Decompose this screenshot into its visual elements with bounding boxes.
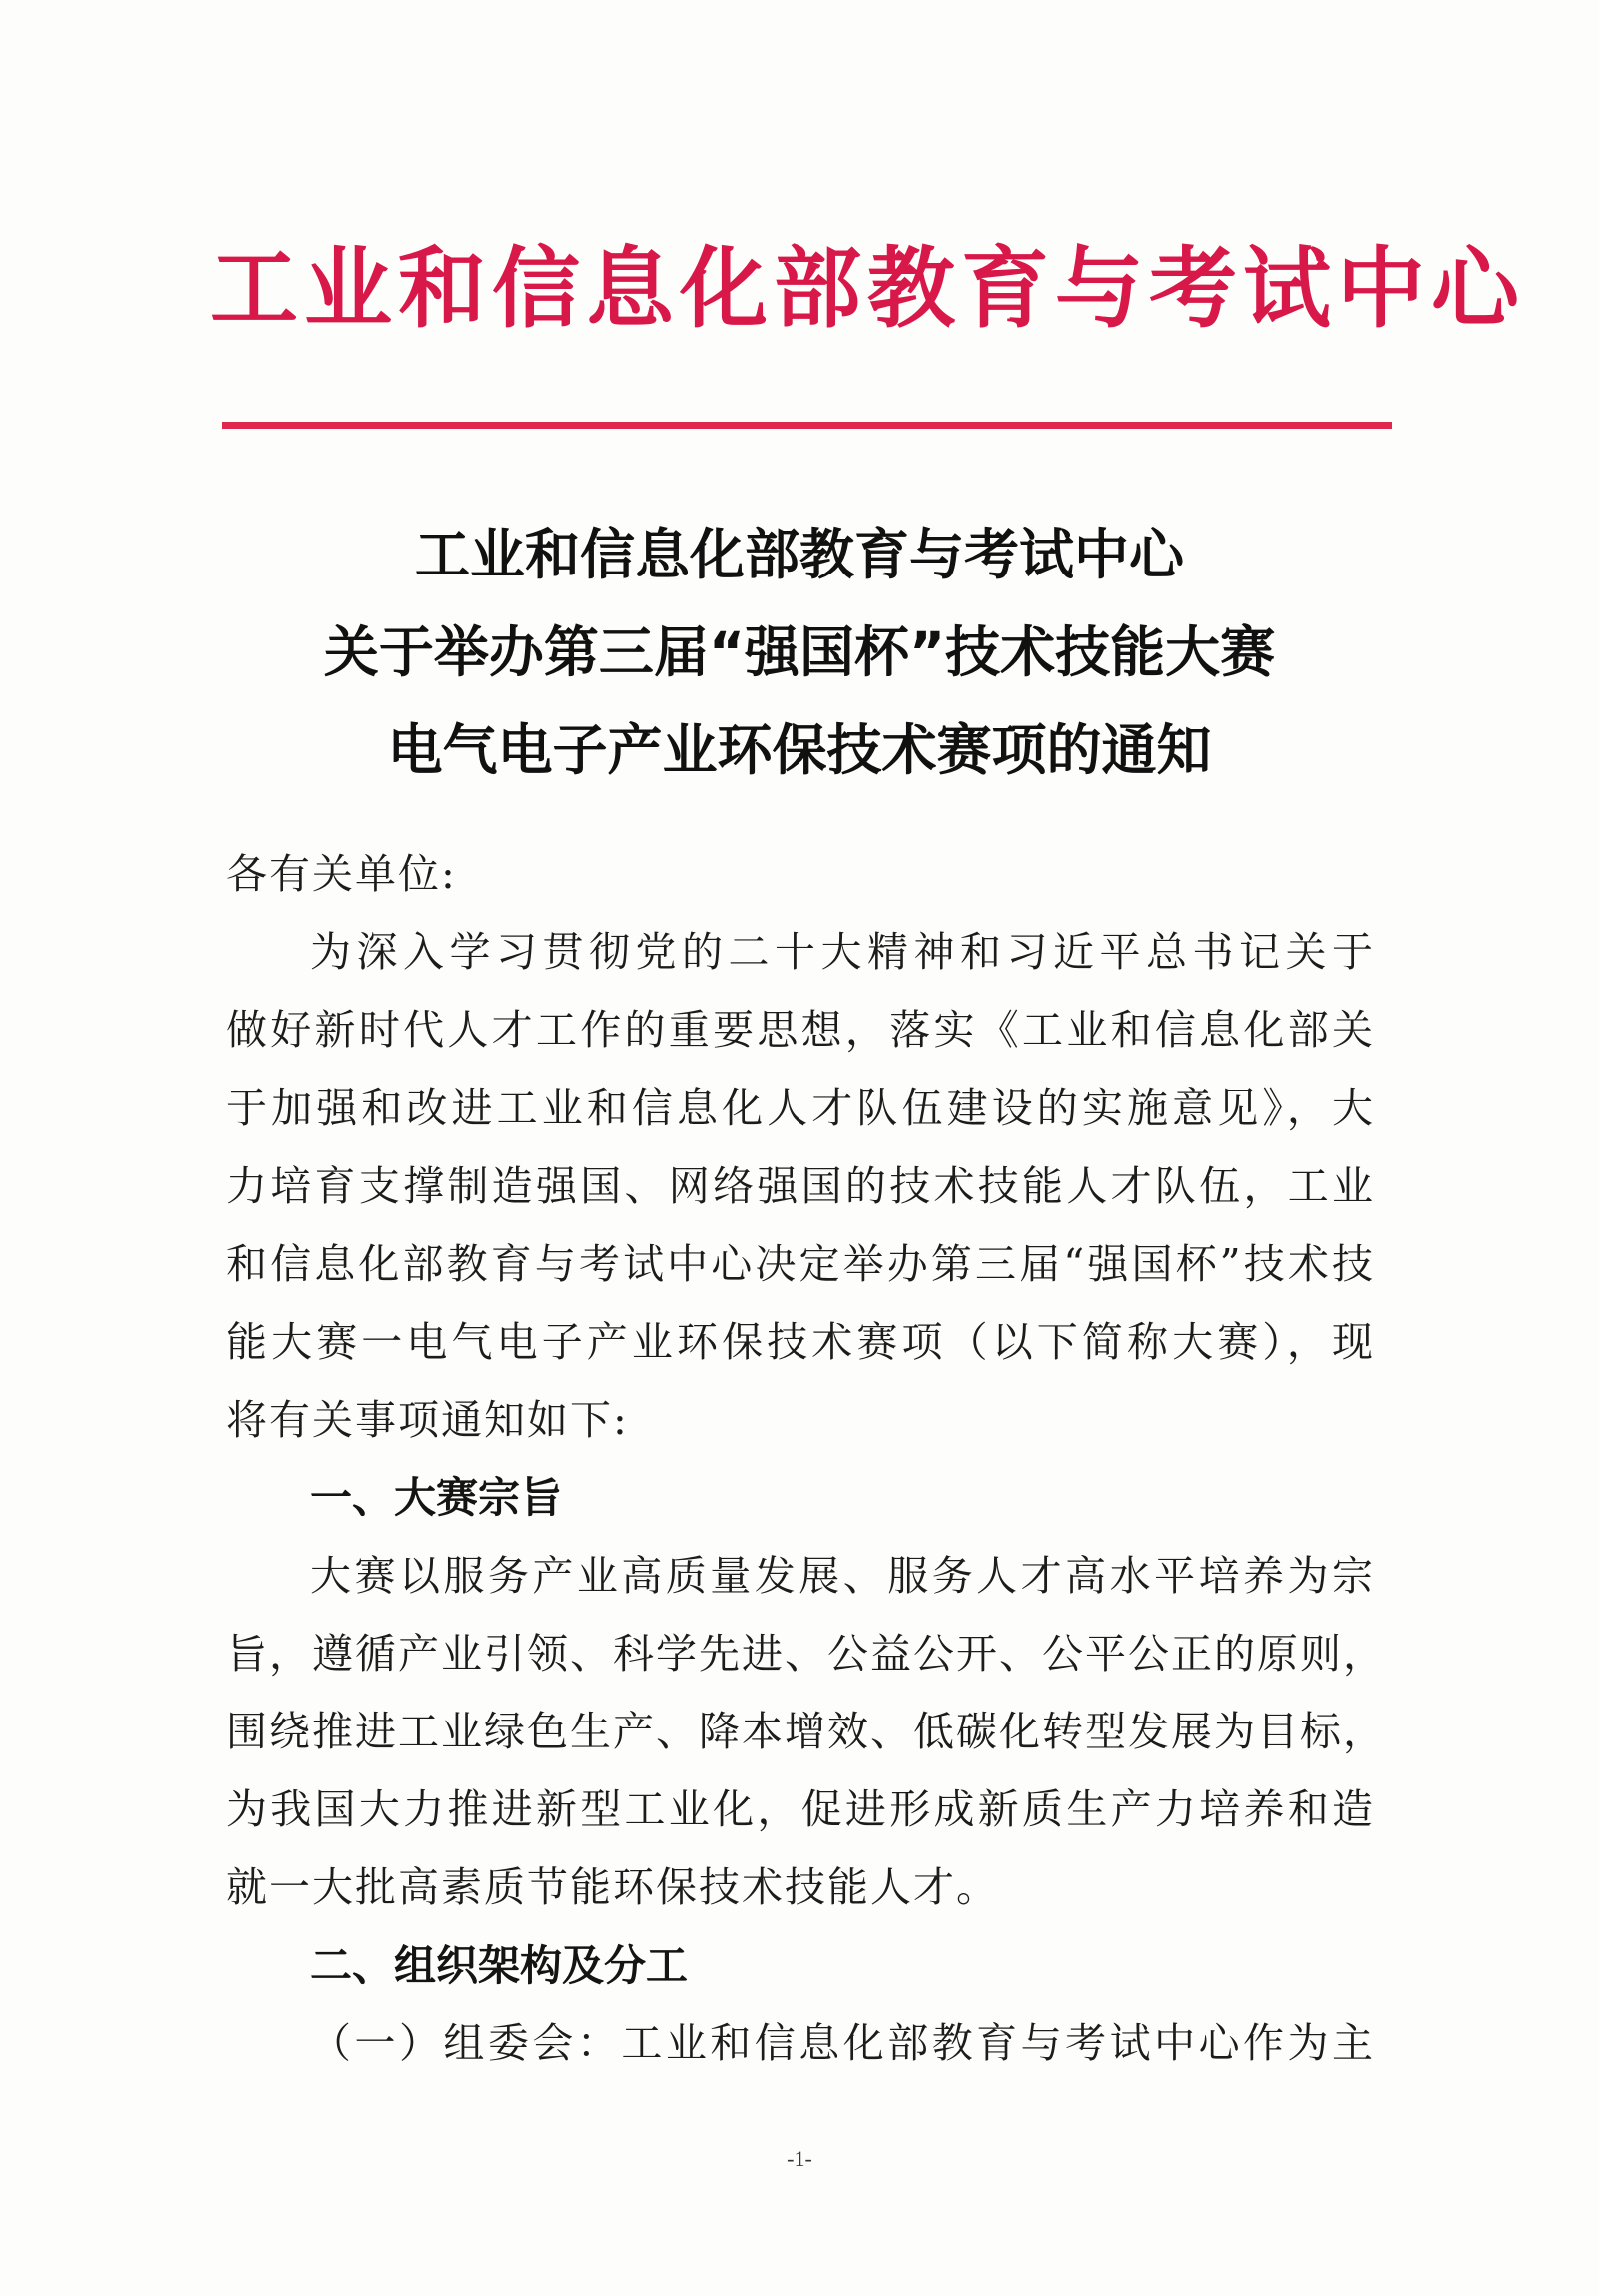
section-1-line: 围绕推进工业绿色生产、降本增效、低碳化转型发展为目标， xyxy=(226,1708,1386,1755)
page-number: -1- xyxy=(787,2146,812,2171)
section-2-heading: 二、组织架构及分工 xyxy=(310,1941,689,1990)
section-1-line: 大赛以服务产业高质量发展、服务人才高水平培养为宗 xyxy=(310,1552,1375,1600)
section-1-line: 旨，遵循产业引领、科学先进、公益公开、公平公正的原则， xyxy=(226,1630,1386,1678)
notice-title-line-1: 工业和信息化部教育与考试中心 xyxy=(414,523,1184,586)
section-1-line: 就一大批高素质节能环保技术技能人才。 xyxy=(226,1863,999,1911)
intro-paragraph-line: 做好新时代人才工作的重要思想，落实《工业和信息化部关 xyxy=(226,1006,1375,1054)
intro-paragraph-line: 于加强和改进工业和信息化人才队伍建设的实施意见》，大 xyxy=(226,1084,1375,1132)
notice-title-line-3: 电气电子产业环保技术赛项的通知 xyxy=(387,718,1212,782)
section-1-heading: 一、大赛宗旨 xyxy=(310,1473,563,1522)
salutation: 各有关单位: xyxy=(226,850,457,898)
letterhead-organization: 工业和信息化部教育与考试中心 xyxy=(210,237,1526,340)
intro-paragraph-line: 为深入学习贯彻党的二十大精神和习近平总书记关于 xyxy=(310,928,1375,976)
intro-paragraph-line: 能大赛一电气电子产业环保技术赛项（以下简称大赛），现 xyxy=(226,1318,1375,1366)
section-2-line: （一）组委会：工业和信息化部教育与考试中心作为主 xyxy=(310,2019,1375,2067)
intro-paragraph-line: 将有关事项通知如下: xyxy=(226,1396,629,1444)
section-1-line: 为我国大力推进新型工业化，促进形成新质生产力培养和造 xyxy=(226,1785,1375,1833)
notice-title-line-2: 关于举办第三届“强国杯”技术技能大赛 xyxy=(323,620,1276,684)
intro-paragraph-line: 力培育支撑制造强国、网络强国的技术技能人才队伍，工业 xyxy=(226,1162,1375,1210)
letterhead-red-rule xyxy=(222,422,1392,429)
intro-paragraph-line: 和信息化部教育与考试中心决定举办第三届“强国杯”技术技 xyxy=(226,1240,1375,1288)
